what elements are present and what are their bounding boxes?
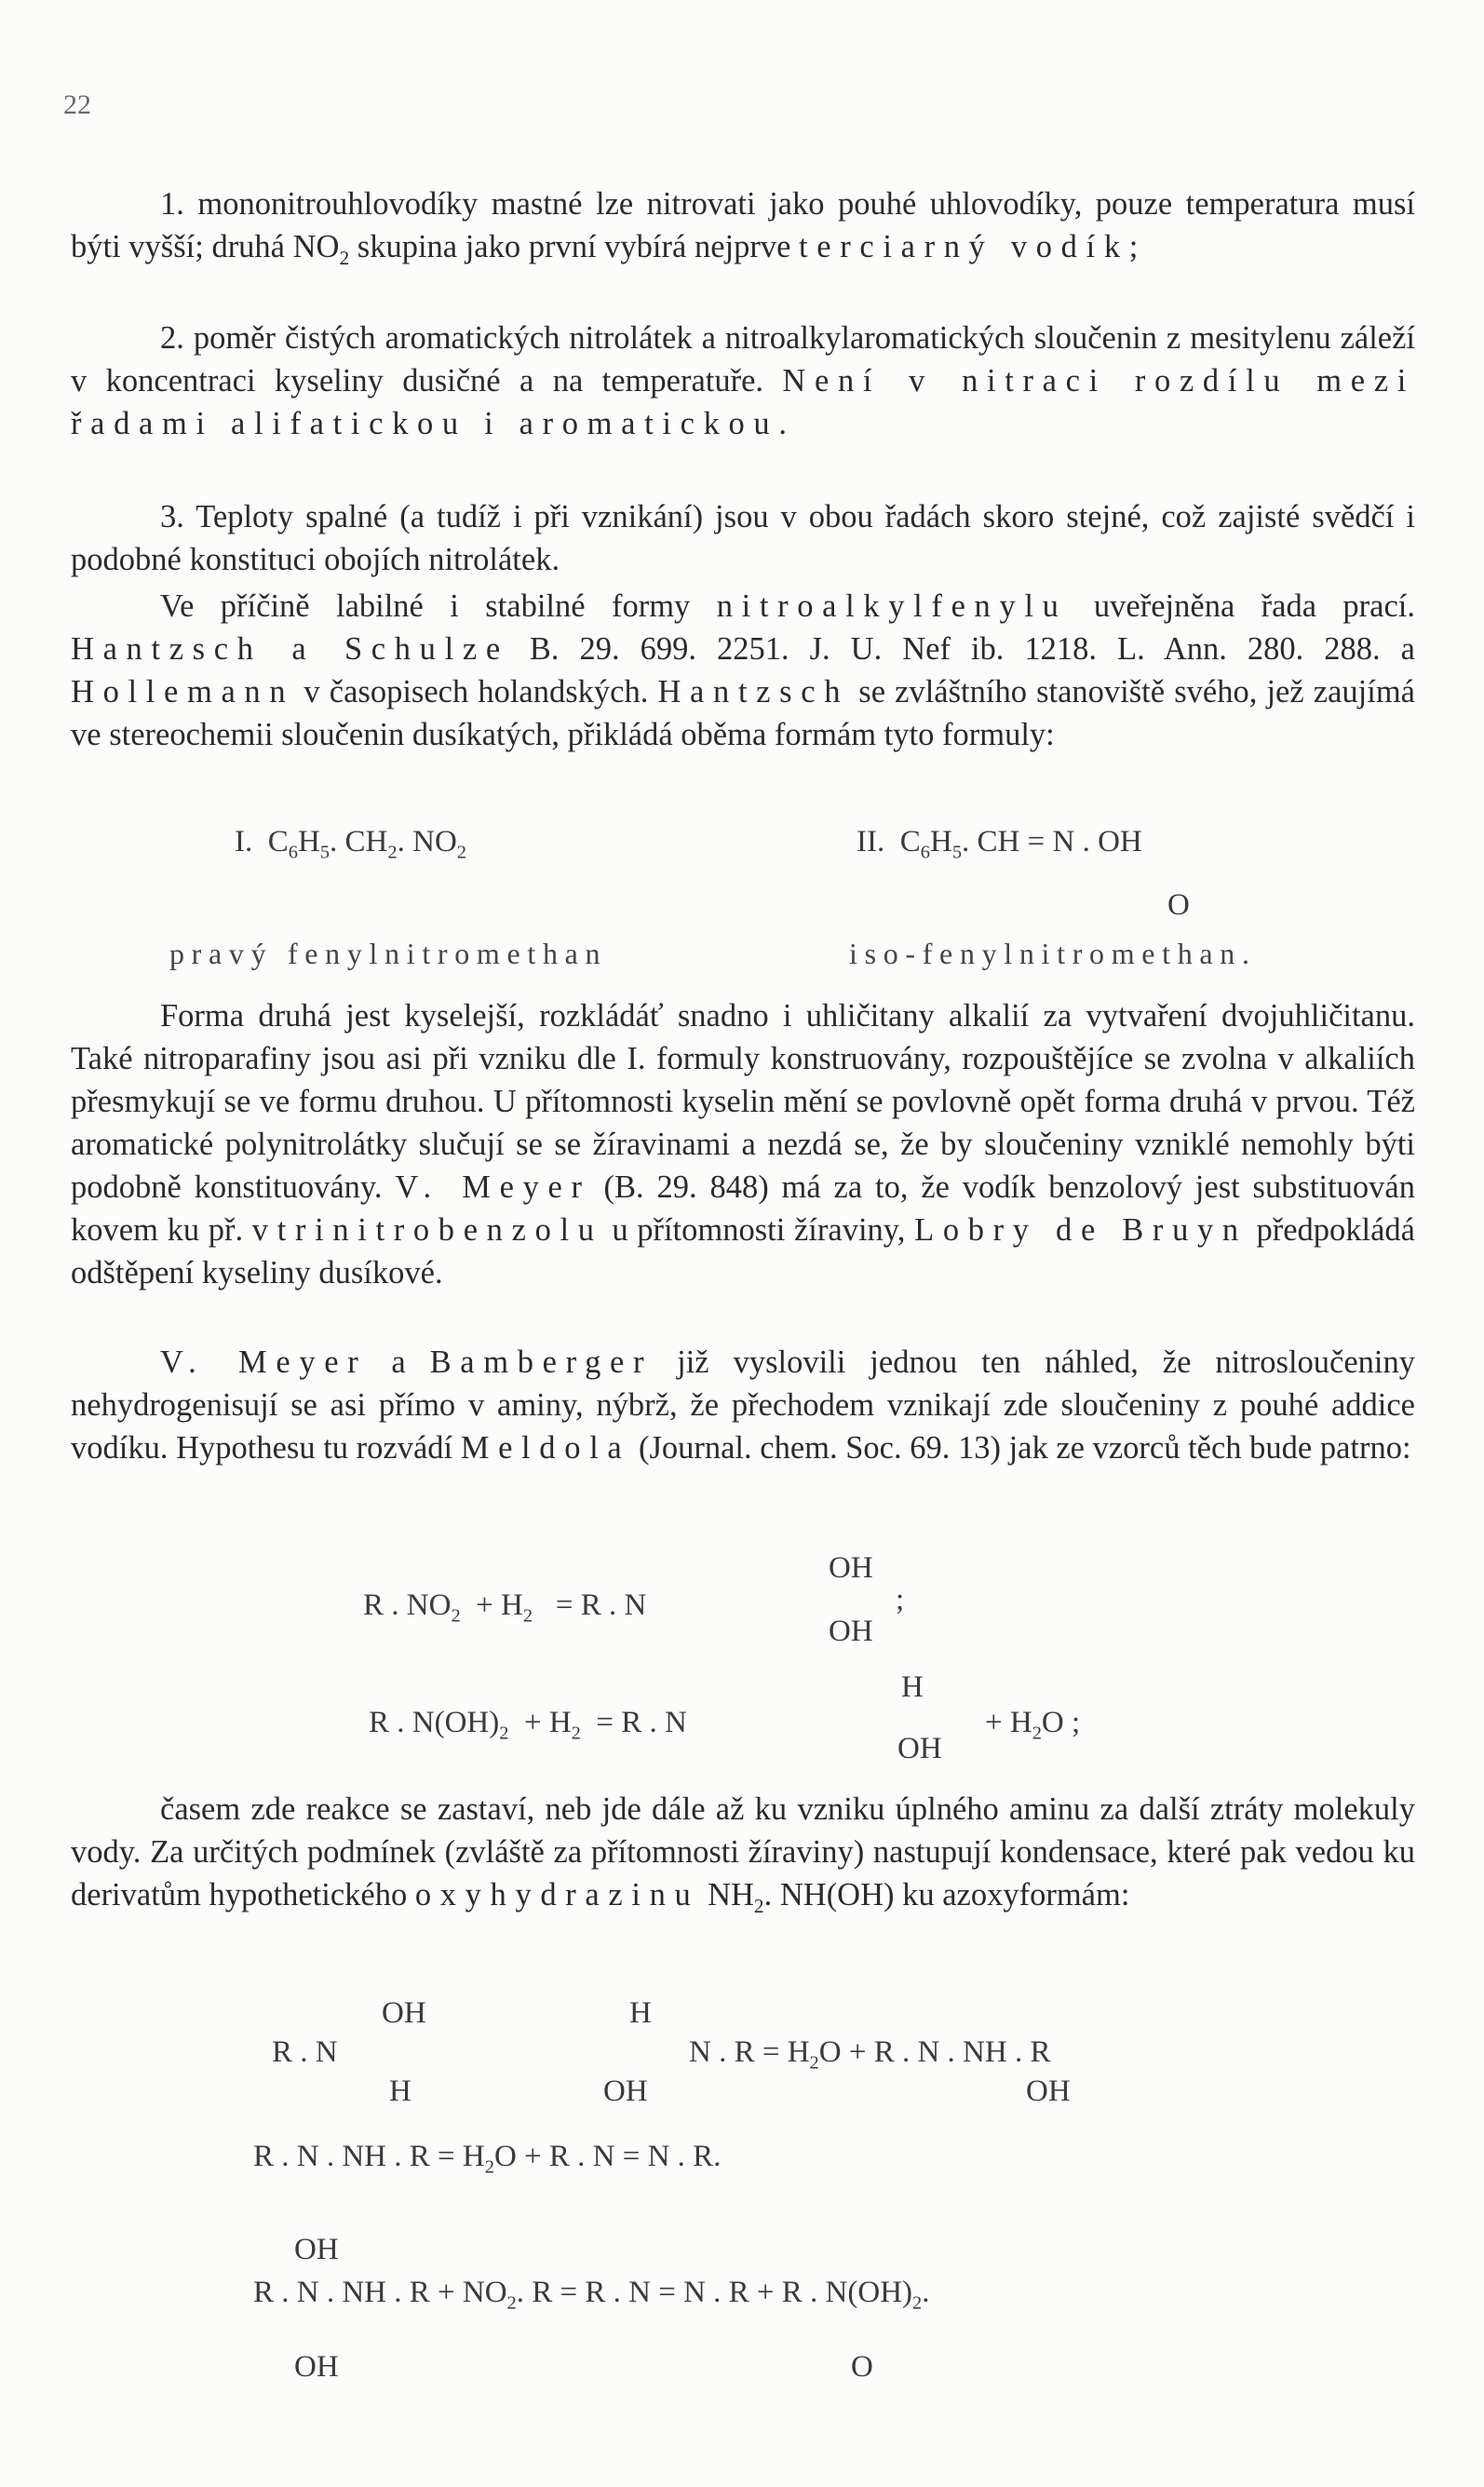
equation-1-end: ; (896, 1583, 905, 1616)
azoxy-1-main: N . $R = H_2O + R$ . N . NH . R (689, 2035, 1051, 2074)
name-iso-fenylnitromethan: iso-fenylnitromethan. (849, 937, 1257, 970)
equation-1: R . $NO_2 + H_2$ = R . N (363, 1588, 647, 1627)
paragraph-3: 3. Teploty spalné (a tudíž i při vznikání) jsou v obou řadách skoro stejné, což zajisté svědčí i podobné konstituci obojích nitrolátek. (71, 499, 1415, 577)
azoxy-1-h2: H (629, 1996, 652, 2030)
azoxy-1-oh2: OH (603, 2075, 648, 2108)
azoxy-2-oh: OH (294, 2233, 339, 2266)
azoxy-1-rn: R . N (272, 2035, 338, 2069)
azoxy-3-o: O (851, 2350, 873, 2384)
paragraph-2: 2. poměr čistých aromatických nitrolátek a nitroalkylaromatických sloučenin z mesitylenu záleží v koncentraci kyseliny dusičné a na temperatuře. Není v nitraci rozdílu mezi řadami alifatickou i aromatickou. (71, 320, 1415, 441)
name-pravy-fenylnitromethan: pravý fenylnitromethan (169, 937, 608, 970)
azoxy-3-oh: OH (294, 2350, 339, 2384)
formula-II: II. $C_6H_5$. CH = N . OH (857, 825, 1142, 863)
azoxy-3: R . N . NH . $R + NO_2$. R = R . N = N . R + R . $N(OH)_2$. (253, 2276, 930, 2314)
page-number: 22 (63, 89, 91, 120)
paragraph-6: V. Meyer a Bamberger již vyslovili jednou ten náhled, že nitrosloučeniny nehydrogenisují se asi přímo v aminy, nýbrž, že přechodem vznikají zde sloučeniny z pouhé addice vodíku. Hypothesu tu rozvádí Meldola (Journal. chem. Soc. 69. 13) jak ze vzorců těch bude patrno: (71, 1345, 1415, 1466)
azoxy-1-oh3: OH (1026, 2075, 1071, 2108)
paragraph-1: 1. mononitrouhlovodíky mastné lze nitrovati jako pouhé uhlovodíky, pouze temperatura musí býti vyšší; druhá $NO_2$ skupina jako první vybírá nejprve terciarný vodík; (71, 186, 1415, 269)
paragraph-5: Forma druhá jest kyselejší, rozkládáť snadno i uhličitany alkalií za vytvaření dvojuhličitanu. Také nitroparafiny jsou asi při vzniku dle I. formuly konstruovány, rozpouštějíce se zvolna v alkaliích přesmykují se ve formu druhou. U přítomnosti kyselin mění se povlovně opět forma druhá v prvou. Též aromatické polynitrolátky slučují se se žíravinami a nezdá se, že by sloučeniny vzniklé nemohly býti podobně konstituovány. V. Meyer (B. 29. 848) má za to, že vodík benzolový jest substituován kovem ku př. v trinitrobenzolu u přítomnosti žíraviny, Lobry de Bruyn předpokládá odštěpení kyseliny dusíkové. (71, 998, 1415, 1291)
formula-I: I. $C_6H_5$. $CH_2$. $NO_2$ (235, 825, 466, 863)
equation-2: R . $N(OH)_2 + H_2 = R$ . N (369, 1706, 687, 1744)
paragraph-4: Ve příčině labilné i stabilné formy nitroalkylfenylu uveřejněna řada prací. Hantzsch a Schulze B. 29. 699. 2251. J. U. Nef ib. 1218. L. Ann. 280. 288. a Hollemann v časopisech holandských. Hantzsch se zvláštního stanoviště svého, jež zaujímá ve stereochemii sloučenin dusíkatých, přikládá oběma formám tyto formuly: (71, 588, 1415, 752)
azoxy-2: R . N . NH . $R = H_2O + R$ . N = N . R. (253, 2140, 722, 2178)
azoxy-1-oh-top: OH (382, 1996, 426, 2030)
paragraph-7: časem zde reakce se zastaví, neb jde dále až ku vzniku úplného aminu za další ztráty molekuly vody. Za určitých podmínek (zvláště za přítomnosti žíraviny) nastupují kondensace, které pak vedou ku derivatům hypothetického oxyhydrazinu $NH_2$. NH(OH) ku azoxyformám: (71, 1791, 1415, 1917)
equation-2-h: H (901, 1670, 924, 1704)
equation-1-oh-bottom: OH (829, 1615, 873, 1648)
equation-1-oh-top: OH (829, 1551, 873, 1585)
formula-II-oxygen: O (1167, 888, 1190, 922)
equation-2-end: + $H_2O$ ; (985, 1706, 1081, 1744)
azoxy-1-h: H (389, 2075, 411, 2108)
equation-2-oh: OH (897, 1732, 942, 1765)
